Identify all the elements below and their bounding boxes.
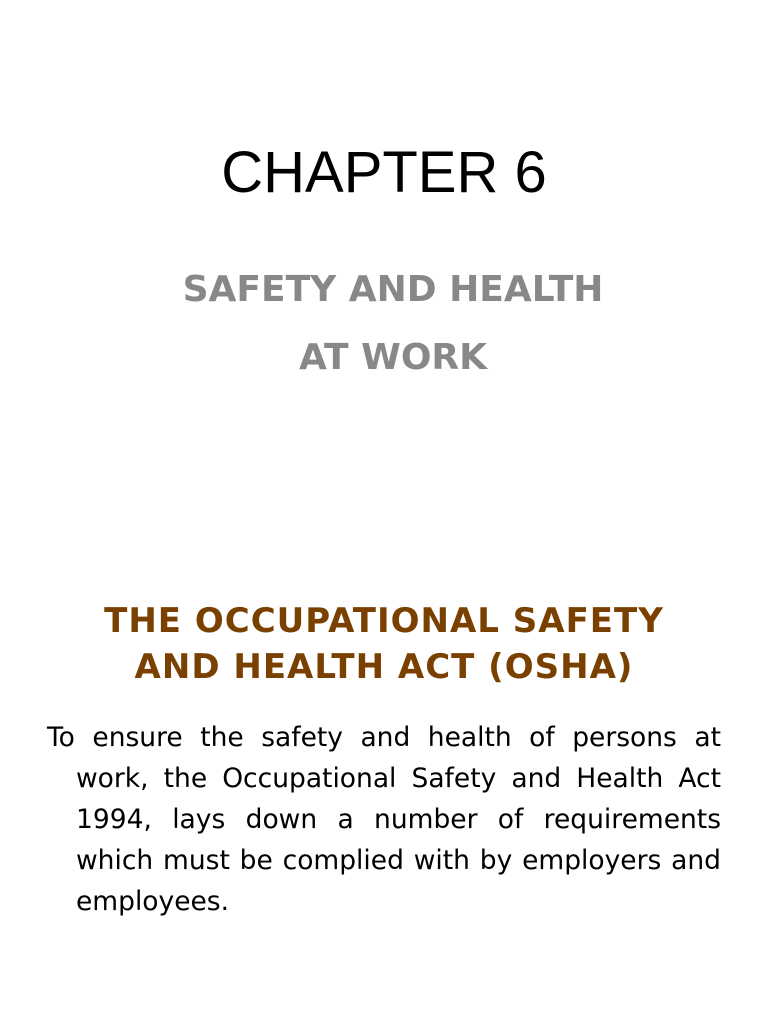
chapter-title: CHAPTER 6 xyxy=(221,140,547,205)
chapter-subtitle xyxy=(0,256,768,392)
subtitle-line-2: AT WORK xyxy=(298,337,488,378)
subtitle-line-1: SAFETY AND HEALTH xyxy=(182,269,604,310)
section-heading-line-1: THE OCCUPATIONAL SAFETY xyxy=(104,601,664,641)
section-heading xyxy=(0,598,768,690)
section-body-paragraph: To ensure the safety and health of persons at work, the Occupational Safety and Health Act 1994, lays down a number of requirements which must be complied with by employers and employees. xyxy=(47,722,721,917)
section-heading-line-2: AND HEALTH ACT (OSHA) xyxy=(134,647,634,687)
